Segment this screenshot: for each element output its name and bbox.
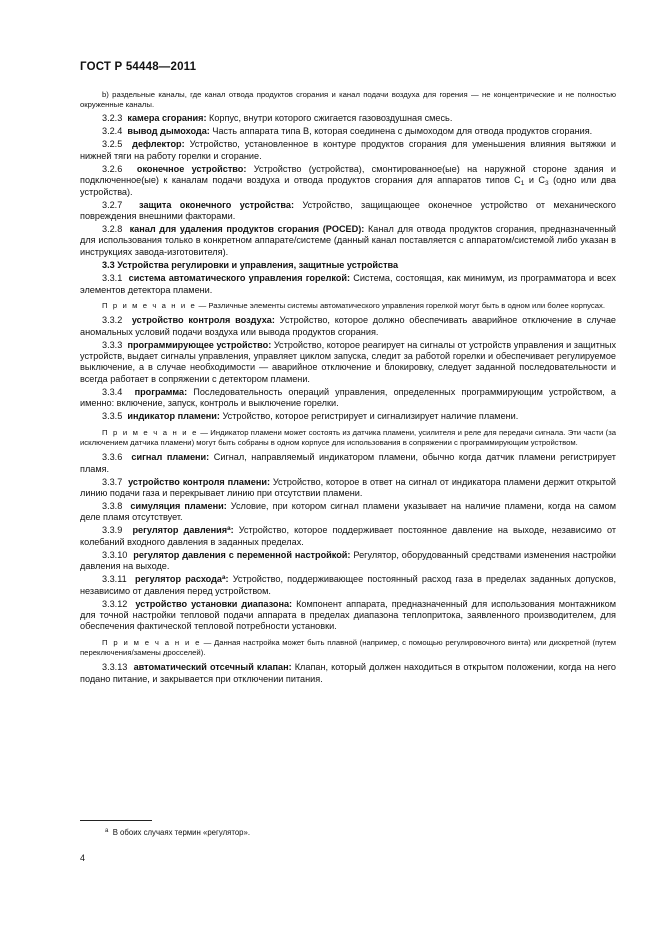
definition-3-3-12: 3.3.12 устройство установки диапазона: Компонент аппарата, предназначенный для использования монтажником для точной настройки тепловой подачи аппарата в пределах диапазона теплопритока, заявленного производителем, для обеспечения фактической тепловой потребности установки.	[80, 598, 616, 632]
definition-3-3-7: 3.3.7 устройство контроля пламени: Устройство, которое в ответ на сигнал от индикатора пламени держит открытой линию подачи газа и перекрывает линию при отсутствии пламени.	[80, 476, 616, 498]
definition-3-3-4: 3.3.4 программа: Последовательность операций управления, определенных программирующим устройством, а именно: включение, запуск, контроль и выключение горелки.	[80, 386, 617, 409]
intro-paragraph: b) раздельные каналы, где канал отвода продуктов сгорания и канал подачи воздуха для горения — не концентрические и не полностью окруженные каналы.	[80, 90, 616, 110]
definition-3-2-3: 3.2.3 камера сгорания: Корпус, внутри которого сжигается газовоздушная смесь.	[102, 113, 453, 124]
definition-3-2-6: 3.2.6 оконечное устройство: Устройство (устройства), смонтированное(ые) на наружной стороне здания и подключенное(ые) к каналам подачи воздуха и отвода продуктов сгорания для аппаратов типов $C_1$ и $C_3$ (одно или два устройства).	[80, 163, 616, 197]
note-1: П р и м е ч а н и е — Различные элементы системы автоматического управления горелкой могут быть в одном или более корпусах.	[102, 301, 605, 311]
definition-3-3-10: 3.3.10 регулятор давления с переменной настройкой: Регулятор, оборудованный средствами изменения настройки давления на выходе.	[80, 549, 616, 572]
note-3: П р и м е ч а н и е — Данная настройка может быть плавной (например, с помощью регулировочного винта) или дискретной (путем переключения/замены дросселей).	[80, 637, 617, 657]
definition-3-2-5: 3.2.5 дефлектор: Устройство, установленное в контуре продуктов сгорания для уменьшения влияния вытяжки и нижней тяги на работу горелки и сгорание.	[80, 139, 616, 161]
definition-3-3-2: 3.3.2 устройство контроля воздуха: Устройство, которое должно обеспечивать аварийное отключение в случае аномальных условий подачи воздуха или вывода продуктов сгорания.	[80, 315, 616, 337]
definition-3-3-13: 3.3.13 автоматический отсечный клапан: Клапан, который должен находиться в открытом положении, когда на него подано питание, и закрывается при отключении питания.	[80, 662, 616, 684]
definition-3-3-1: 3.3.1 система автоматического управления горелкой: Система, состоящая, как минимум, из программатора и всех элементов детектора пламени.	[80, 273, 616, 295]
footnote: $^а$ В обоих случаях термин «регулятор».	[105, 828, 250, 837]
document-header: ГОСТ Р 54448—2011	[80, 61, 197, 73]
definition-3-3-6: 3.3.6 сигнал пламени: Сигнал, направляемый индикатором пламени, обычно когда датчик пламени регистрирует пламя.	[80, 452, 616, 474]
definition-3-3-5: 3.3.5 индикатор пламени: Устройство, которое регистрирует и сигнализирует наличие пламени.	[102, 411, 519, 422]
definition-3-2-7: 3.2.7 защита оконечного устройства: Устройство, защищающее оконечное устройство от механического повреждения внешними факторами.	[80, 199, 616, 222]
definition-3-3-9: 3.3.9 регулятор давления$^а$: Устройство, которое поддерживает постоянное давление на выходе, независимо от колебаний входного давления в заданных пределах.	[80, 525, 616, 547]
definition-3-3-11: 3.3.11 регулятор расхода$^а$: Устройство, поддерживающее постоянный расход газа в пределах заданных допусков, независимо от давления перед устройством.	[80, 574, 616, 596]
definition-3-2-8: 3.2.8 канал для удаления продуктов сгорания (POCED): Канал для отвода продуктов сгорания, предназначенный для использования только в конкретном аппарате/системе (данный канал поставляется с аппаратом/системой либо указан в инструкциях завода-изготовителя).	[80, 224, 616, 257]
definition-3-2-4: 3.2.4 вывод дымохода: Часть аппарата типа В, которая соединена с дымоходом для отвода продуктов сгорания.	[102, 126, 593, 137]
definition-3-3-8: 3.3.8 симуляция пламени: Условие, при котором сигнал пламени указывает на наличие пламени, когда на самом деле пламя отсутствует.	[80, 500, 616, 523]
footnote-divider	[80, 820, 152, 821]
note-2: П р и м е ч а н и е — Индикатор пламени может состоять из датчика пламени, усилителя и реле для передачи сигнала. Эти части (за исключением датчика пламени) могут быть собраны в одном корпусе для использования в сопряжении с программирующим устройством.	[80, 427, 616, 447]
definition-3-3-3: 3.3.3 программирующее устройство: Устройство, которое реагирует на сигналы от устройств управления и защитных устройств, выдает сигналы управления, управляет циклом запуска, следит за работой горелки и обеспечивает регулируемое выключение, а в случае необходимости — аварийное отключение и блокировку, следует заданной последовательности и всегда работает в сопряжении с детектором пламени.	[80, 339, 617, 384]
document-body	[80, 90, 616, 687]
page-number: 4	[80, 853, 86, 863]
section-heading-3-3: 3.3 Устройства регулировки и управления, защитные устройства	[102, 259, 399, 270]
